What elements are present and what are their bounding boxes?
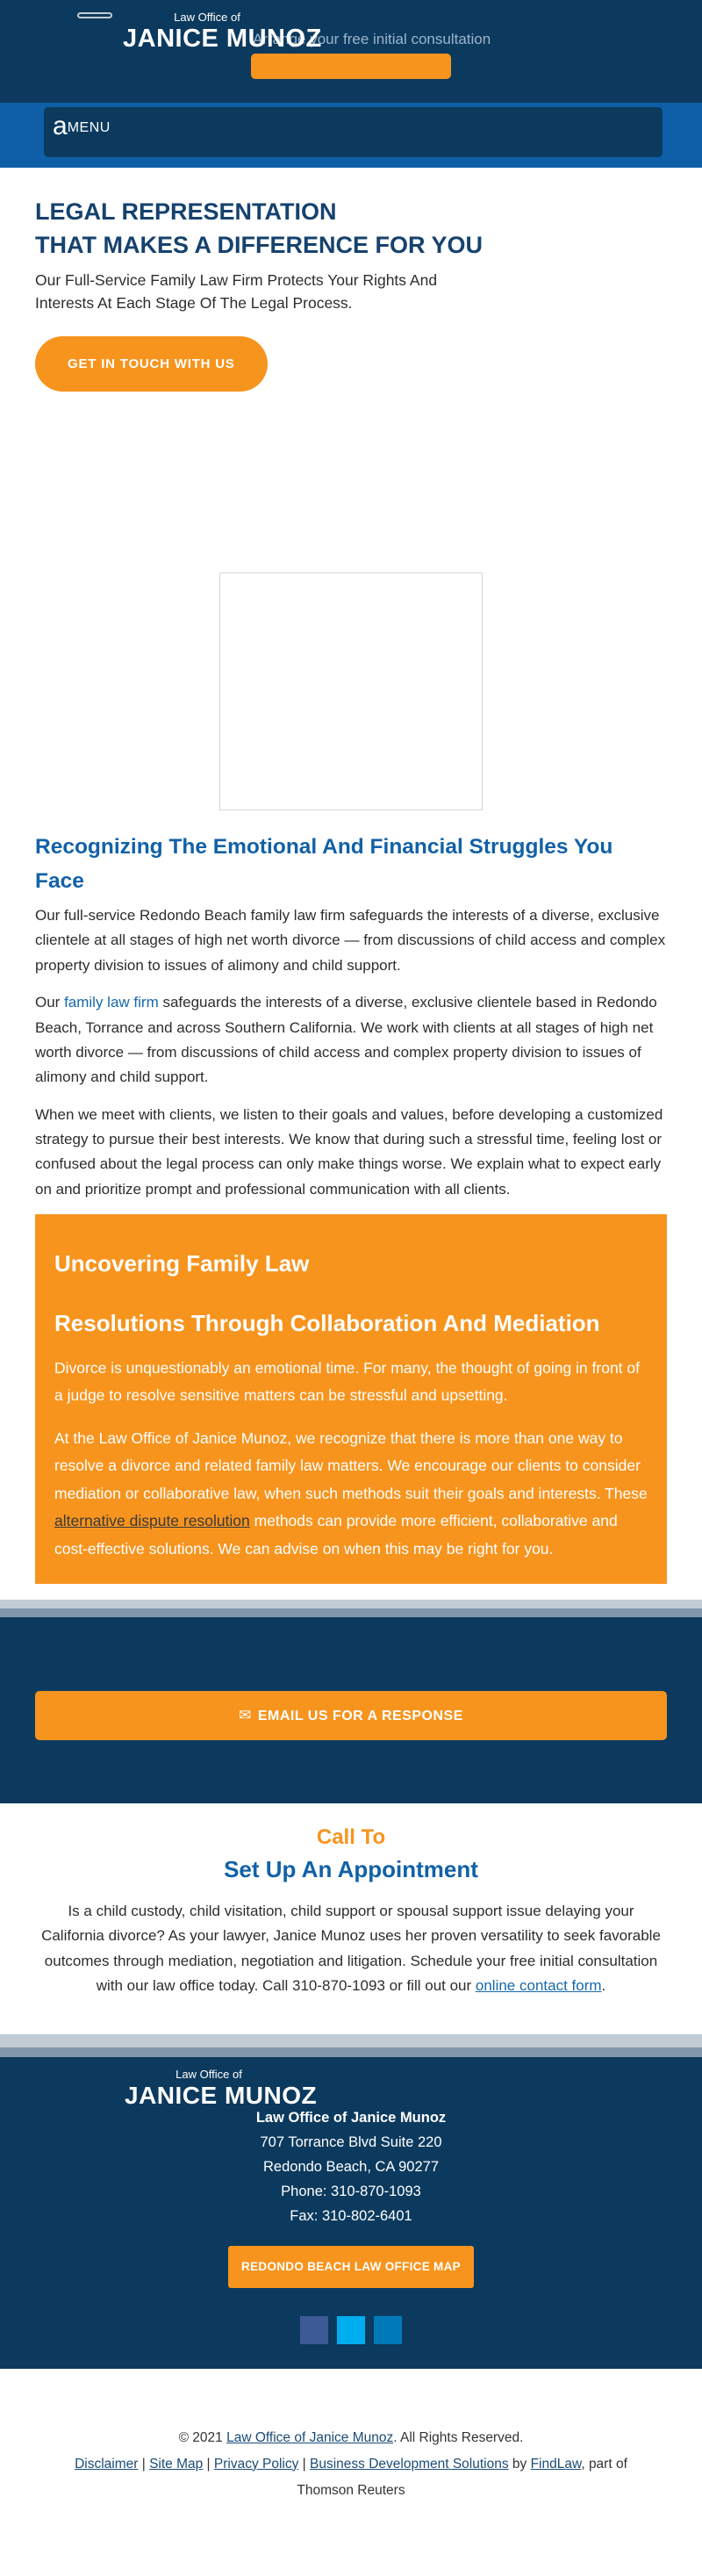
intro-p2-after: safeguards the interests of a diverse, exclusive clientele based in Redondo Beach, Torrance and across Southern California. We work with clients at all stages of high net worth divorce — from discussions of child access and complex property division to issues of alimony and child support. bbox=[35, 994, 657, 1086]
set-up-appointment-heading: Set Up An Appointment bbox=[224, 1856, 478, 1883]
by-text: by bbox=[508, 2456, 531, 2472]
findlaw-link[interactable]: FindLaw bbox=[530, 2456, 582, 2472]
highlight-p2-after: methods can provide more efficient, collaborative and cost-effective solutions. We can advise on when this may be right for you. bbox=[54, 1512, 618, 1558]
highlight-heading-line2: Resolutions Through Collaboration And Mediation bbox=[54, 1309, 600, 1336]
divider-strip-light bbox=[0, 2034, 702, 2047]
copyright-firm-link[interactable]: Law Office of Janice Munoz bbox=[226, 2429, 394, 2445]
footer-fax: Fax: 310-802-6401 bbox=[290, 2207, 412, 2224]
legal-separator: | bbox=[298, 2456, 310, 2472]
email-us-button[interactable] bbox=[35, 1691, 667, 1740]
logo-name-text: JANICE MUNOZ bbox=[123, 24, 322, 53]
footer-logo-tagline: Law Office of bbox=[176, 2067, 242, 2081]
menu-toggle[interactable] bbox=[44, 107, 663, 157]
site-logo[interactable] bbox=[123, 11, 322, 54]
highlight-paragraph-1: Divorce is unquestionably an emotional time. For many, the thought of going in front of a judge to resolve sensitive matters can be stressful and upsetting. bbox=[54, 1358, 640, 1405]
divider-strip-light bbox=[0, 1600, 702, 1608]
intro-paragraph-1: Our full-service Redondo Beach family law firm safeguards the interests of a diverse, exclusive clientele at all stages of high net worth divorce — from discussions of child access and complex property division to issues of alimony and child support. bbox=[35, 907, 666, 974]
legal-separator: | bbox=[203, 2456, 214, 2472]
online-contact-form-link[interactable]: online contact form bbox=[475, 1977, 602, 1995]
highlight-p2-before: At the Law Office of Janice Munoz, we recognize that there is more than one way to resolve a divorce and related family law matters. We encourage our clients to consider mediation or collaborative law, when such methods suit their goals and interests. These bbox=[54, 1428, 648, 1502]
intro-paragraph-2 bbox=[35, 990, 667, 1090]
copyright-suffix: . All Rights Reserved. bbox=[393, 2429, 524, 2445]
site-map-link[interactable]: Site Map bbox=[149, 2456, 204, 2472]
get-in-touch-button[interactable]: GET IN TOUCH WITH US bbox=[35, 336, 268, 392]
hero-section bbox=[0, 168, 702, 810]
appointment-paragraph bbox=[35, 1899, 667, 1999]
footer-logo[interactable] bbox=[125, 2067, 318, 2110]
legal-section bbox=[0, 2369, 702, 2504]
logo-tagline-text: Law Office of bbox=[174, 11, 240, 24]
family-law-firm-link[interactable]: family law firm bbox=[64, 994, 159, 1011]
menu-icon: a bbox=[53, 112, 68, 140]
twitter-icon[interactable] bbox=[337, 2316, 365, 2344]
copyright-prefix: © 2021 bbox=[178, 2429, 227, 2445]
header-cta-button[interactable] bbox=[251, 54, 451, 79]
call-to-heading: Call To bbox=[316, 1825, 386, 1850]
intro-p2-before: Our bbox=[35, 994, 65, 1011]
menubar bbox=[0, 103, 702, 168]
site-footer bbox=[0, 2057, 702, 2369]
appointment-section bbox=[0, 1803, 702, 2033]
appointment-text-before: Is a child custody, child visitation, child support or spousal support issue delaying your California divorce? As your lawyer, Janice Munoz uses her proven versatility to seek favorable outcomes through mediation, negotiation and litigation. Schedule your free initial consultation with our law office today. Call 310-870-1093 or fill out our bbox=[41, 1903, 661, 1995]
highlight-heading-line1: Uncovering Family Law bbox=[54, 1250, 310, 1277]
hero-heading-line1: LEGAL REPRESENTATION bbox=[35, 198, 337, 225]
site-header bbox=[0, 0, 702, 103]
thomson-reuters-text: Thomson Reuters bbox=[297, 2482, 405, 2498]
hero-heading-line2: THAT MAKES A DIFFERENCE FOR YOU bbox=[35, 232, 484, 259]
facebook-icon[interactable] bbox=[300, 2316, 328, 2344]
disclaimer-link[interactable]: Disclaimer bbox=[75, 2456, 139, 2472]
footer-contact-info bbox=[0, 2057, 702, 2228]
legal-separator: | bbox=[138, 2456, 150, 2472]
intro-heading: Recognizing The Emotional And Financial Struggles You Face bbox=[35, 835, 613, 893]
mediation-highlight-box bbox=[35, 1214, 667, 1584]
intro-paragraph-3: When we meet with clients, we listen to their goals and values, before developing a customized strategy to pursue their best interests. We know that during such a stressful time, feeling lost or confused about the legal process can only make things worse. We explain what to expect early on and prioritize prompt and professional communication with all clients. bbox=[35, 1105, 663, 1198]
office-map-button[interactable]: REDONDO BEACH LAW OFFICE MAP bbox=[228, 2246, 474, 2288]
hero-subheading: Our Full-Service Family Law Firm Protects Your Rights And Interests At Each Stage Of The Legal Process. bbox=[35, 270, 438, 312]
highlight-paragraph-2 bbox=[54, 1425, 648, 1564]
header-consultation-text: Arrange your free initial consultation bbox=[253, 31, 491, 47]
footer-address-line2: Redondo Beach, CA 90277 bbox=[263, 2158, 439, 2175]
intro-section bbox=[0, 810, 702, 1202]
email-band bbox=[0, 1617, 702, 1803]
hero-heading bbox=[35, 195, 667, 263]
copyright-line bbox=[0, 2425, 702, 2451]
legal-links-line bbox=[0, 2451, 702, 2478]
hamburger-icon[interactable] bbox=[77, 12, 112, 18]
alternative-dispute-resolution-link[interactable]: alternative dispute resolution bbox=[54, 1512, 250, 1530]
part-of-text: , part of bbox=[581, 2456, 627, 2472]
appointment-text-after: . bbox=[601, 1977, 606, 1995]
privacy-policy-link[interactable]: Privacy Policy bbox=[213, 2456, 299, 2472]
divider-strip-steel bbox=[0, 1608, 702, 1617]
divider-strip-steel bbox=[0, 2047, 702, 2057]
footer-address-line1: 707 Torrance Blvd Suite 220 bbox=[260, 2133, 442, 2150]
email-us-label: EMAIL US FOR A RESPONSE bbox=[257, 1709, 463, 1724]
footer-phone: Phone: 310-870-1093 bbox=[281, 2183, 421, 2199]
linkedin-icon[interactable] bbox=[374, 2316, 402, 2344]
footer-firm-name: Law Office of Janice Munoz bbox=[255, 2109, 447, 2126]
attorney-image-placeholder bbox=[219, 572, 483, 810]
footer-logo-name: JANICE MUNOZ bbox=[125, 2081, 318, 2109]
envelope-icon: ✉ bbox=[239, 1707, 252, 1724]
business-development-solutions-link[interactable]: Business Development Solutions bbox=[310, 2456, 509, 2472]
menu-label: MENU bbox=[67, 120, 111, 135]
social-icons-row bbox=[0, 2316, 702, 2344]
highlight-heading-gap bbox=[54, 1279, 648, 1309]
